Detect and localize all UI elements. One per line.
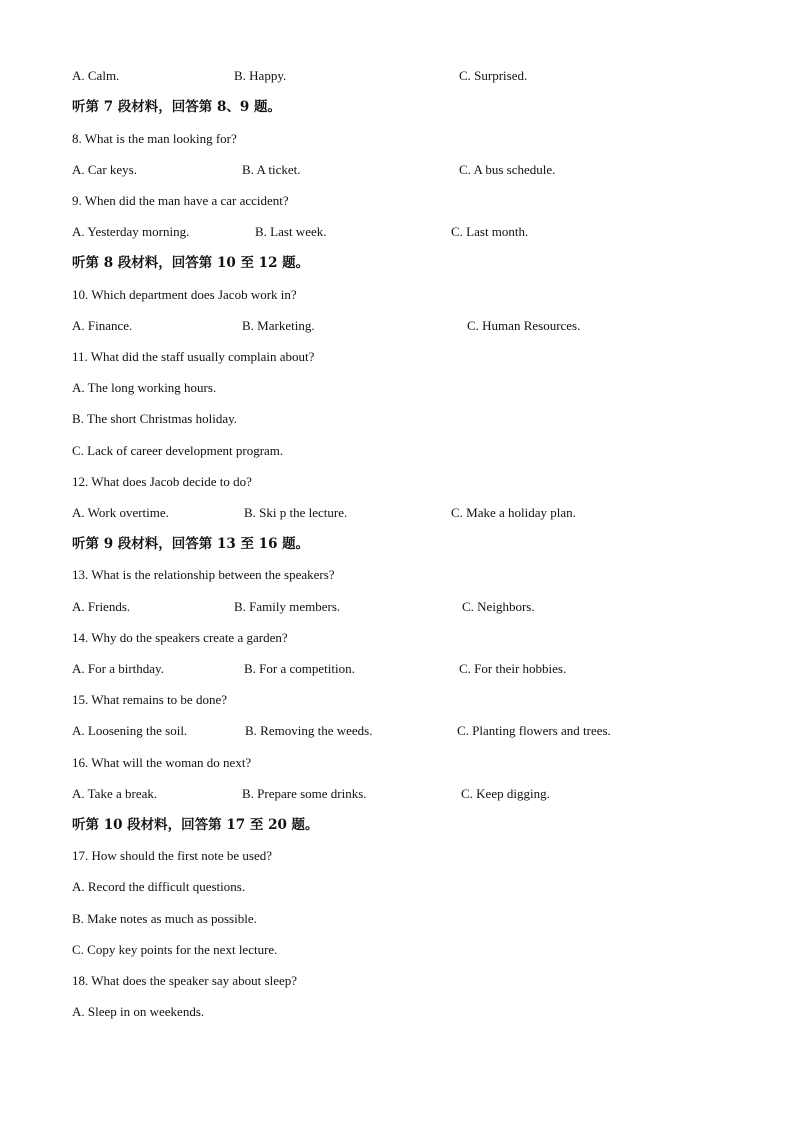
question-text: 9. When did the man have a car accident?	[72, 193, 289, 208]
section-heading: 听第 10 段材料，回答第 17 至 20 题。	[72, 817, 319, 833]
answer-option: B. Prepare some drinks.	[242, 786, 367, 801]
question-text: 12. What does Jacob decide to do?	[72, 474, 252, 489]
answer-option: A. For a birthday.	[72, 661, 164, 676]
answer-option: C. Last month.	[451, 224, 529, 239]
answer-options-row	[72, 721, 754, 741]
question-text: 17. How should the first note be used?	[72, 848, 273, 863]
answer-option: B. Happy.	[234, 68, 287, 83]
section-heading: 听第 9 段材料，回答第 13 至 16 题。	[72, 536, 310, 552]
answer-options-row	[72, 222, 754, 242]
answer-options-row	[72, 66, 754, 86]
answer-options-row	[72, 659, 754, 679]
answer-option: C. Planting flowers and trees.	[457, 723, 611, 738]
answer-option: A. Work overtime.	[72, 505, 169, 520]
answer-option: C. Make a holiday plan.	[451, 505, 576, 520]
answer-option: C. A bus schedule.	[459, 162, 556, 177]
answer-option: A. Yesterday morning.	[72, 224, 190, 239]
question-text: 8. What is the man looking for?	[72, 131, 237, 146]
answer-option: B. Ski p the lecture.	[244, 505, 348, 520]
question-text: B. Make notes as much as possible.	[72, 911, 257, 926]
section-heading: 听第 7 段材料，回答第 8、9 题。	[72, 99, 281, 115]
answer-options-row	[72, 503, 754, 523]
answer-option: A. Friends.	[72, 599, 131, 614]
answer-option: B. A ticket.	[242, 162, 301, 177]
question-text: B. The short Christmas holiday.	[72, 411, 238, 426]
answer-option: A. Take a break.	[72, 786, 158, 801]
answer-options-row	[72, 316, 754, 336]
question-text: 13. What is the relationship between the speakers?	[72, 567, 335, 582]
answer-option: A. Calm.	[72, 68, 120, 83]
answer-option: B. Removing the weeds.	[245, 723, 373, 738]
question-text: 14. Why do the speakers create a garden?	[72, 630, 288, 645]
question-text: A. Sleep in on weekends.	[72, 1004, 205, 1019]
question-text: 15. What remains to be done?	[72, 692, 227, 707]
answer-option: B. Family members.	[234, 599, 341, 614]
answer-option: A. Loosening the soil.	[72, 723, 188, 738]
question-text: A. The long working hours.	[72, 380, 217, 395]
question-text: C. Copy key points for the next lecture.	[72, 942, 278, 957]
answer-option: C. Keep digging.	[461, 786, 550, 801]
answer-option: C. For their hobbies.	[459, 661, 567, 676]
question-text: 11. What did the staff usually complain about?	[72, 349, 315, 364]
answer-option: A. Car keys.	[72, 162, 137, 177]
answer-option: A. Finance.	[72, 318, 133, 333]
answer-options-row	[72, 597, 754, 617]
answer-option: C. Neighbors.	[462, 599, 535, 614]
answer-option: C. Surprised.	[459, 68, 528, 83]
question-text: 10. Which department does Jacob work in?	[72, 287, 297, 302]
answer-option: C. Human Resources.	[467, 318, 581, 333]
answer-options-row	[72, 160, 754, 180]
section-heading: 听第 8 段材料，回答第 10 至 12 题。	[72, 255, 310, 271]
answer-options-row	[72, 784, 754, 804]
question-text: 16. What will the woman do next?	[72, 755, 252, 770]
question-text: C. Lack of career development program.	[72, 443, 284, 458]
answer-option: B. Last week.	[255, 224, 327, 239]
answer-option: B. For a competition.	[244, 661, 355, 676]
question-text: 18. What does the speaker say about sleep?	[72, 973, 298, 988]
question-text: A. Record the difficult questions.	[72, 879, 246, 894]
answer-option: B. Marketing.	[242, 318, 315, 333]
